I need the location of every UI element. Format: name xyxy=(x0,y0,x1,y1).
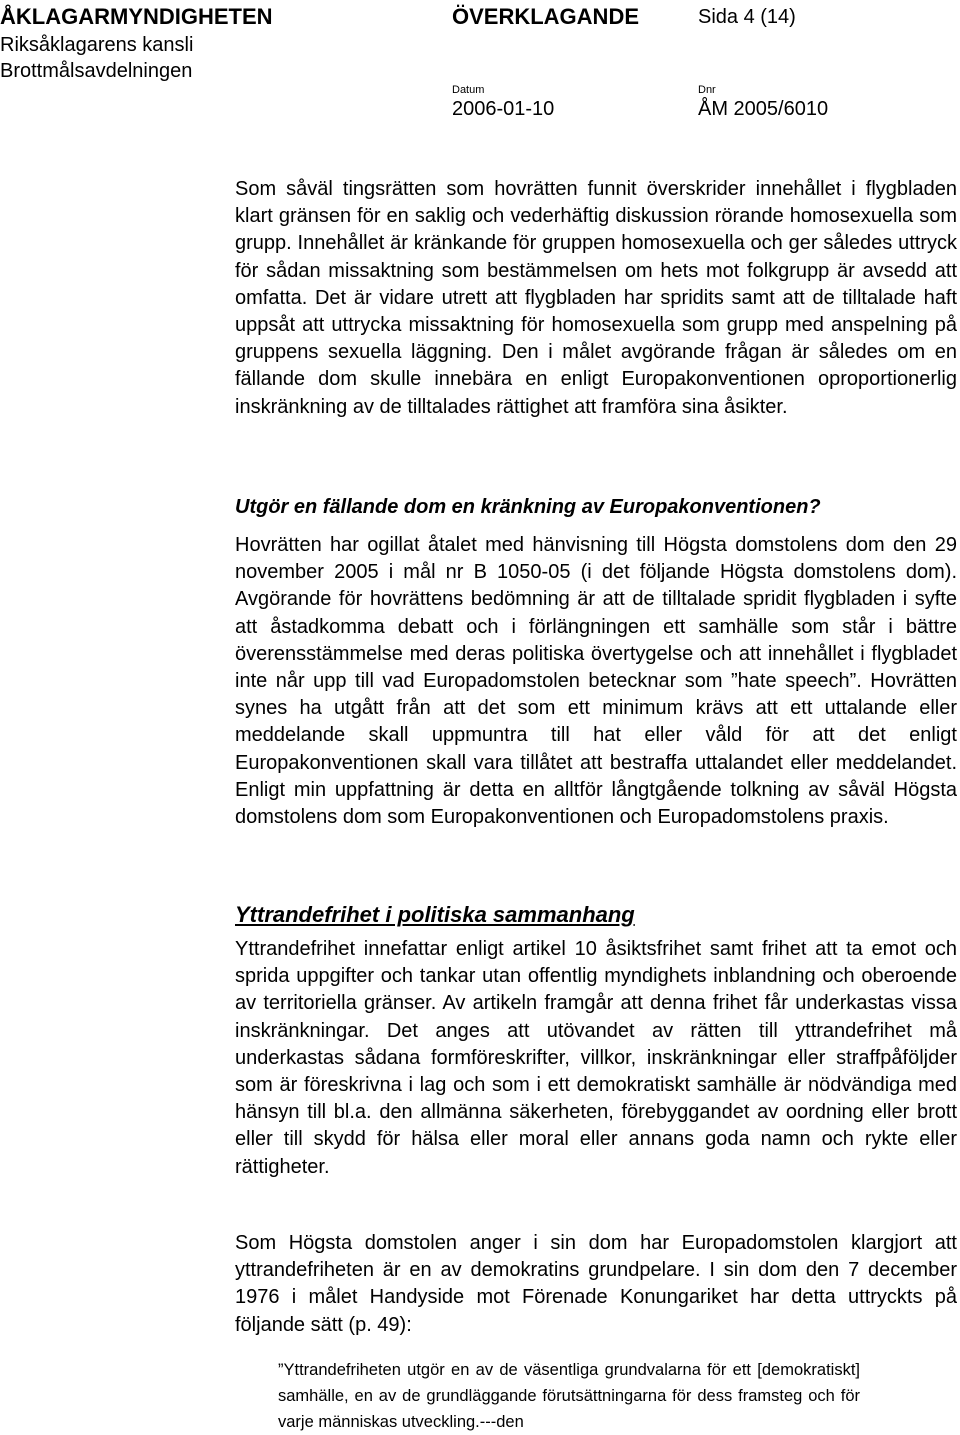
paragraph-tingsratten: Som såväl tingsrätten som hovrätten funnit överskrider innehållet i flygbladen klart gränsen för en saklig och vederhäftig diskussion rörande homosexuella som grupp. Innehållet är kränkande för gruppen homosexuella och ger således uttryck för sådan missaktning som bestämmelsen om hets mot folkgrupp är avsedd att omfatta. Det är vidare utrett att flygbladen har spridits samt att de tilltalade haft uppsåt att uttrycka missaktning för homosexuella som grupp med anspelning på gruppens sexuella läggning. Den i målet avgörande frågan är således om en fällande dom skulle innebära en enligt Europakonventionen oproportionerlig inskränkning av de tilltalades rättighet att framföra sina åsikter. xyxy=(235,178,957,418)
question-heading: Utgör en fällande dom en kränkning av Europakonventionen? xyxy=(235,496,821,518)
date-label: Datum xyxy=(452,84,485,96)
body-section-5 xyxy=(235,936,957,1181)
body-section-6 xyxy=(235,1230,957,1339)
department-name: Brottmålsavdelningen xyxy=(0,60,193,82)
dnr-label: Dnr xyxy=(698,84,716,96)
agency-name: ÅKLAGARMYNDIGHETEN xyxy=(0,4,273,29)
dnr-value: ÅM 2005/6010 xyxy=(698,98,829,120)
page-number: Sida 4 (14) xyxy=(698,6,796,28)
body-section-2 xyxy=(235,494,957,521)
body-section-3 xyxy=(235,532,957,831)
date-value: 2006-01-10 xyxy=(452,98,555,120)
paragraph-handyside: Som Högsta domstolen anger i sin dom har Europadomstolen klargjort att yttrandefriheten är en av demokratins grundpelare. I sin dom den 7 december 1976 i målet Handyside mot Förenade Konungariket har detta uttryckts på följande sätt (p. 49): xyxy=(235,1232,957,1336)
unit-name: Riksåklagarens kansli xyxy=(0,34,194,56)
document-type: ÖVERKLAGANDE xyxy=(452,4,640,29)
block-quote: ”Yttrandefriheten utgör en av de väsentliga grundvalarna för ett [demokratiskt] samhälle, en av de grundläggande förutsättningarna för dess framsteg och för varje människas utveckling.---den xyxy=(278,1361,860,1431)
body-section-1 xyxy=(235,176,957,421)
paragraph-hovratten: Hovrätten har ogillat åtalet med hänvisning till Högsta domstolens dom den 29 november 2005 i mål nr B 1050-05 (i det följande Högsta domstolens dom). Avgörande för hovrättens bedömning är att de tilltalade spridit flygbladen i syfte att åstadkomma debatt och i förlängningen ett samhälle som står i bättre överensstämmelse med deras politiska övertygelse och att innehållet i flygbladet inte når upp till vad Europadomstolen betecknar som ”hate speech”. Hovrätten synes ha utgått från att det som ett minimum krävs att ett uttalande eller meddelande skall uppmuntra till hat eller våld för att det enligt Europakonventionen skall vara tillåtet att bestraffa uttalandet eller meddelandet. Enligt min uppfattning är detta en alltför långtgående tolkning av såväl Högsta domstolens dom som Europakonventionen och Europadomstolens praxis. xyxy=(235,534,957,829)
body-section-4 xyxy=(235,900,957,930)
paragraph-yttrandefrihet: Yttrandefrihet innefattar enligt artikel 10 åsiktsfrihet samt frihet att ta emot och sprida uppgifter och tankar utan offentlig myndighets inblandning och oberoende av territoriella gränser. Av artikeln framgår att denna frihet får underkastas vissa inskränkningar. Det anges att utövandet av rätten till yttrandefrihet må underkastas sådana formföreskrifter, villkor, inskränkningar eller straffpåföljder som är föreskrivna i lag och som i ett demokratiskt samhälle är nödvändiga med hänsyn till bl.a. den allmänna säkerheten, förebyggandet av oordning eller brott eller till skydd för hälsa eller moral eller annans goda namn och rykte eller rättigheter. xyxy=(235,938,957,1178)
section-heading: Yttrandefrihet i politiska sammanhang xyxy=(235,902,635,927)
